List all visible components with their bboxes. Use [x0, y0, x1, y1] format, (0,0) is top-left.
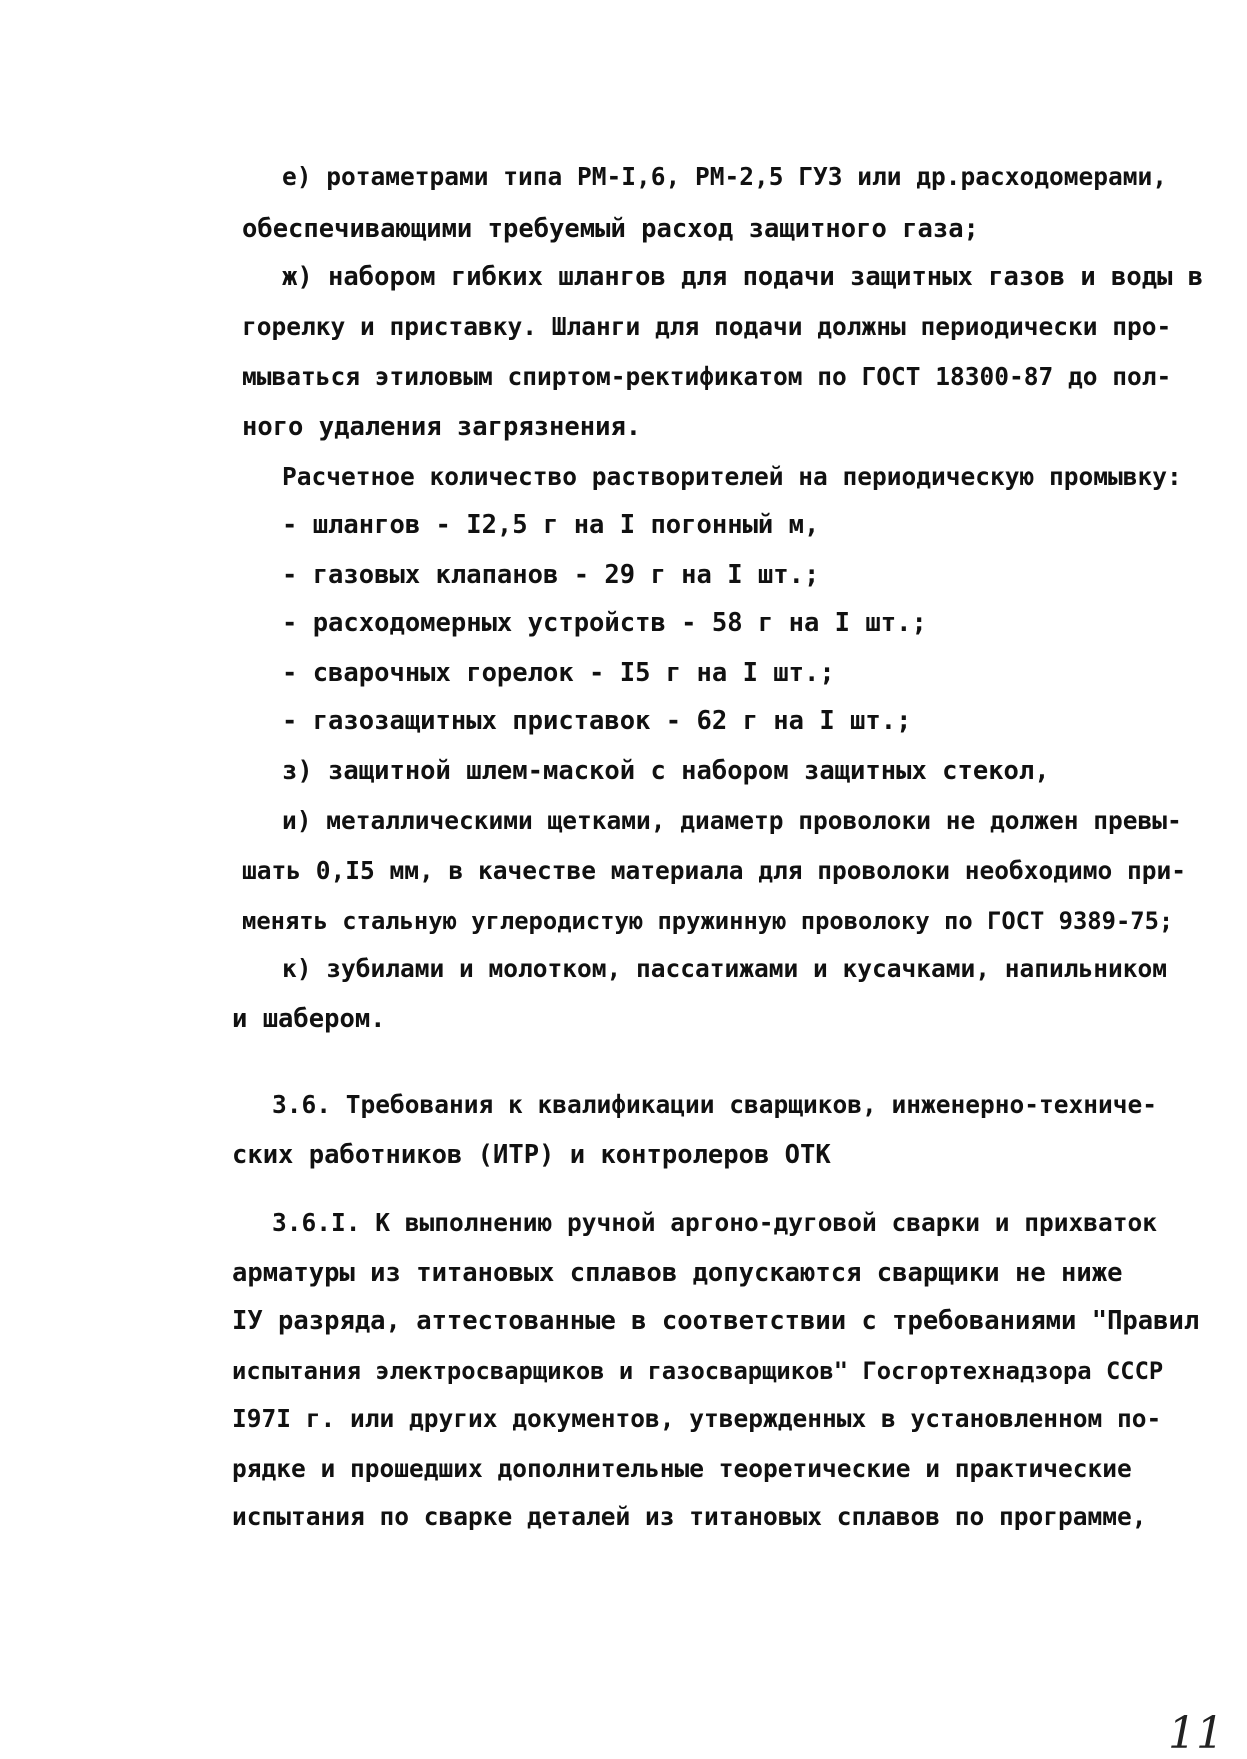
section-heading: ских работников (ИТР) и контролеров ОТК	[232, 1140, 831, 1170]
text-line: арматуры из титановых сплавов допускаются сварщики не ниже	[232, 1258, 1123, 1288]
list-item: - сварочных горелок - I5 г на I шт.;	[282, 658, 835, 688]
text-line: испытания по сварке деталей из титановых сплавов по программе,	[232, 1502, 1147, 1531]
text-line: шать 0,I5 мм, в качестве материала для проволоки необходимо при-	[242, 856, 1187, 885]
text-line: ного удаления загрязнения.	[242, 412, 642, 442]
text-line: е) ротаметрами типа РМ-I,6, РМ-2,5 ГУЗ или др.расходомерами,	[282, 162, 1168, 191]
text-line: IУ разряда, аттестованные в соответствии с требованиями "Правил	[232, 1306, 1200, 1336]
list-item: - шлангов - I2,5 г на I погонный м,	[282, 510, 820, 540]
section-heading: 3.6. Требования к квалификации сварщиков, инженерно-техниче-	[272, 1090, 1158, 1119]
text-line: горелку и приставку. Шланги для подачи должны периодически про-	[242, 312, 1172, 341]
text-line: обеспечивающими требуемый расход защитного газа;	[242, 214, 979, 244]
text-line: 3.6.I. К выполнению ручной аргоно-дуговой сварки и прихваток	[272, 1208, 1158, 1237]
text-line: испытания электросварщиков и газосварщиков" Госгортехнадзора СССР	[232, 1357, 1164, 1385]
text-line: рядке и прошедших дополнительные теоретические и практические	[232, 1454, 1132, 1483]
list-item: - расходомерных устройств - 58 г на I шт.;	[282, 608, 927, 638]
page-number: 11	[1168, 1708, 1224, 1759]
list-item: - газовых клапанов - 29 г на I шт.;	[282, 560, 820, 590]
list-item: - газозащитных приставок - 62 г на I шт.;	[282, 706, 912, 736]
text-line: менять стальную углеродистую пружинную проволоку по ГОСТ 9389-75;	[242, 907, 1174, 935]
text-line: I97I г. или других документов, утвержденных в установленном по-	[232, 1404, 1162, 1433]
text-line: мываться этиловым спиртом-ректификатом по ГОСТ 18300-87 до пол-	[242, 362, 1172, 391]
text-line: ж) набором гибких шлангов для подачи защитных газов и воды в	[282, 262, 1204, 292]
text-line: Расчетное количество растворителей на периодическую промывку:	[282, 462, 1182, 491]
text-line: и) металлическими щетками, диаметр проволоки не должен превы-	[282, 806, 1182, 835]
text-line: з) защитной шлем-маской с набором защитных стекол,	[282, 756, 1050, 786]
text-line: к) зубилами и молотком, пассатижами и кусачками, напильником	[282, 954, 1168, 983]
text-line: и шабером.	[232, 1004, 386, 1034]
